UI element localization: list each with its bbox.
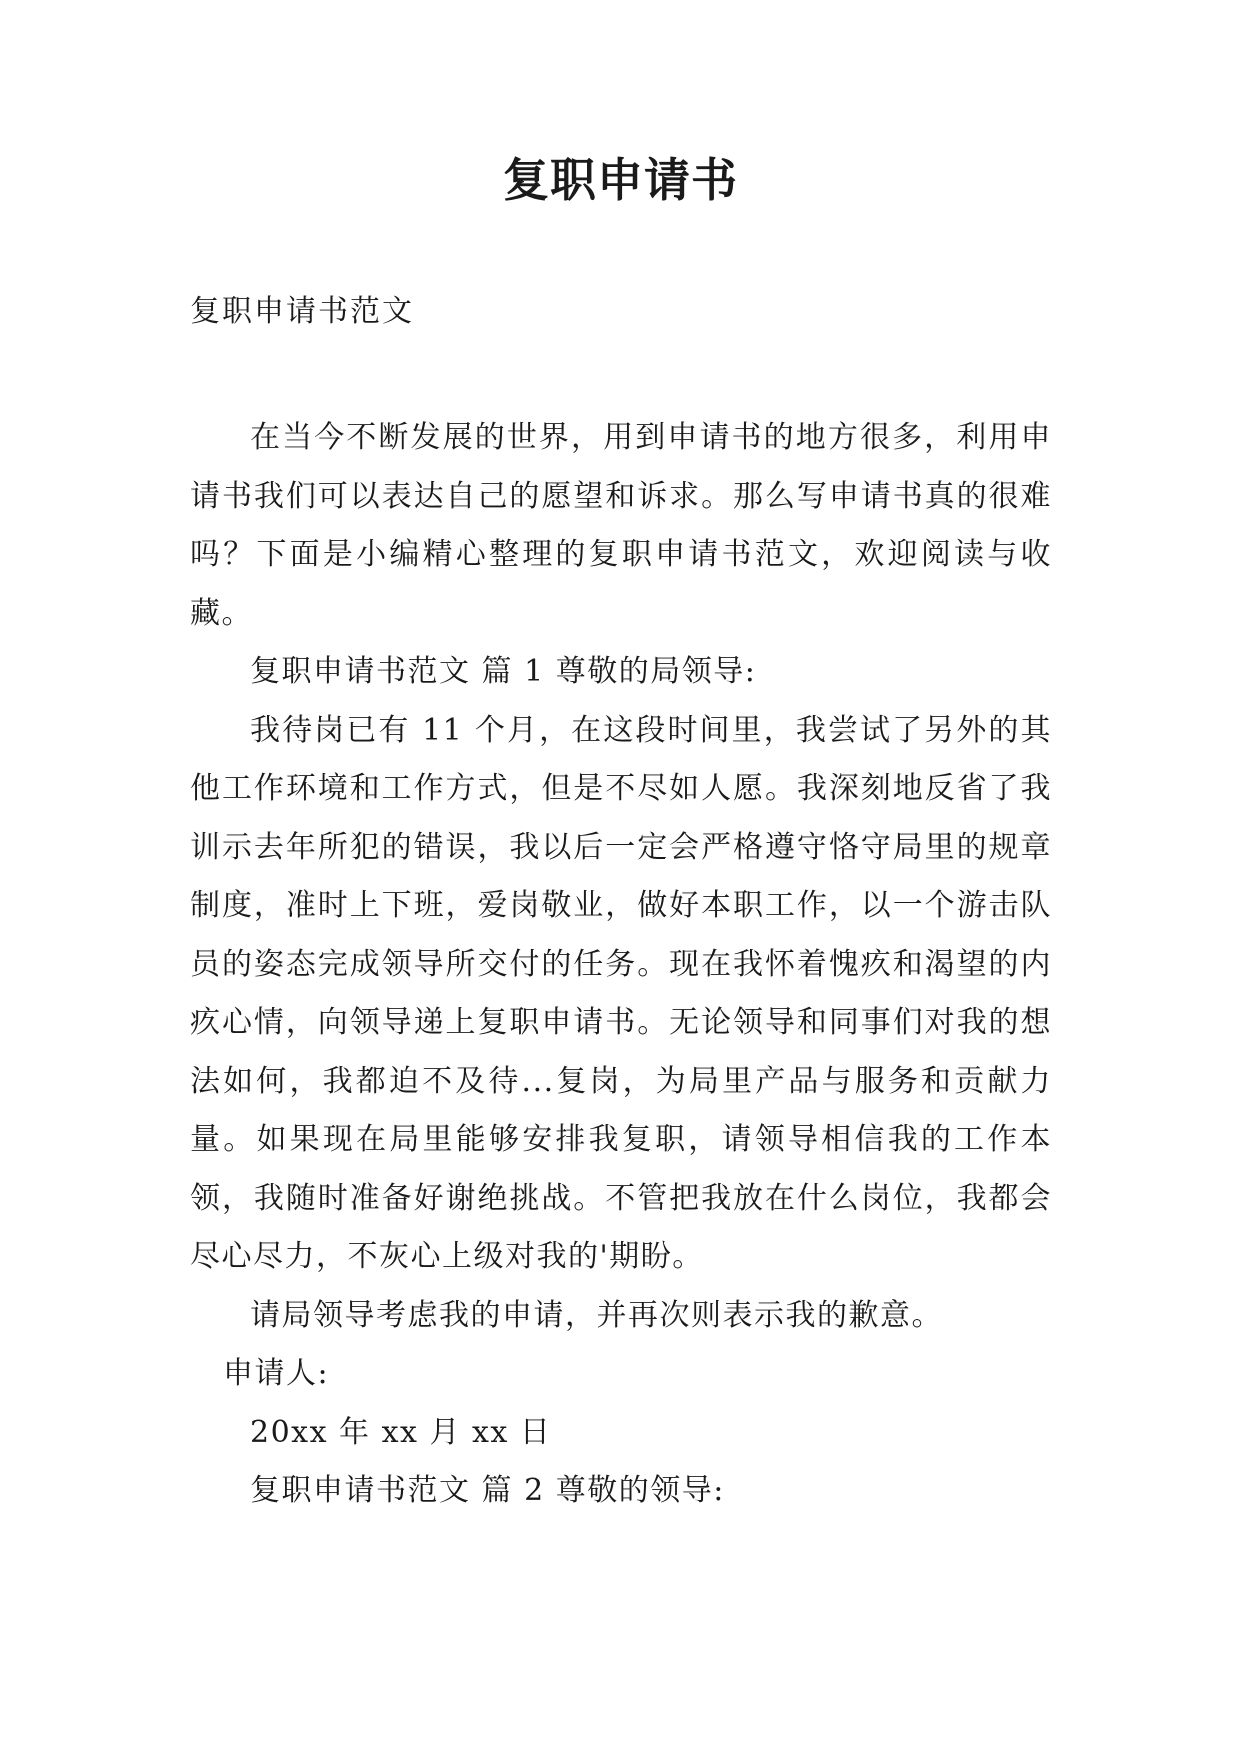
- closing-paragraph: 请局领导考虑我的申请，并再次则表示我的歉意。: [250, 1297, 943, 1333]
- document-body: [190, 409, 1052, 1521]
- section-1-heading: 复职申请书范文 篇 1 尊敬的局领导:: [250, 654, 757, 689]
- document-title: 复职申请书: [503, 153, 738, 207]
- body-paragraph: 我待岗已有 11 个月，在这段时间里，我尝试了另外的其他工作环境和工作方式，但是不尽如人愿。我深刻地反省了我训示去年所犯的错误，我以后一定会严格遵守恪守局里的规章制度，准时上下班，爱岗敬业，做好本职工作，以一个游击队员的姿态完成领导所交付的任务。现在我怀着愧疚和渴望的内疚心情，向领导递上复职申请书。无论领导和同事们对我的想法如何，我都迫不及待...复岗，为局里产品与服务和贡献力量。如果现在局里能够安排我复职，请领导相信我的工作本领，我随时准备好谢绝挑战。不管把我放在什么岗位，我都会尽心尽力，不灰心上级对我的'期盼。: [190, 712, 1052, 1274]
- date-line: 20xx 年 xx 月 xx 日: [250, 1414, 552, 1450]
- document-subtitle: 复职申请书范文: [190, 294, 414, 329]
- applicant-label: 申请人:: [223, 1356, 330, 1391]
- section-2-heading: 复职申请书范文 篇 2 尊敬的领导:: [250, 1473, 725, 1508]
- intro-paragraph: 在当今不断发展的世界，用到申请书的地方很多，利用申请书我们可以表达自己的愿望和诉求。那么写申请书真的很难吗？下面是小编精心整理的复职申请书范文，欢迎阅读与收藏。: [190, 420, 1052, 631]
